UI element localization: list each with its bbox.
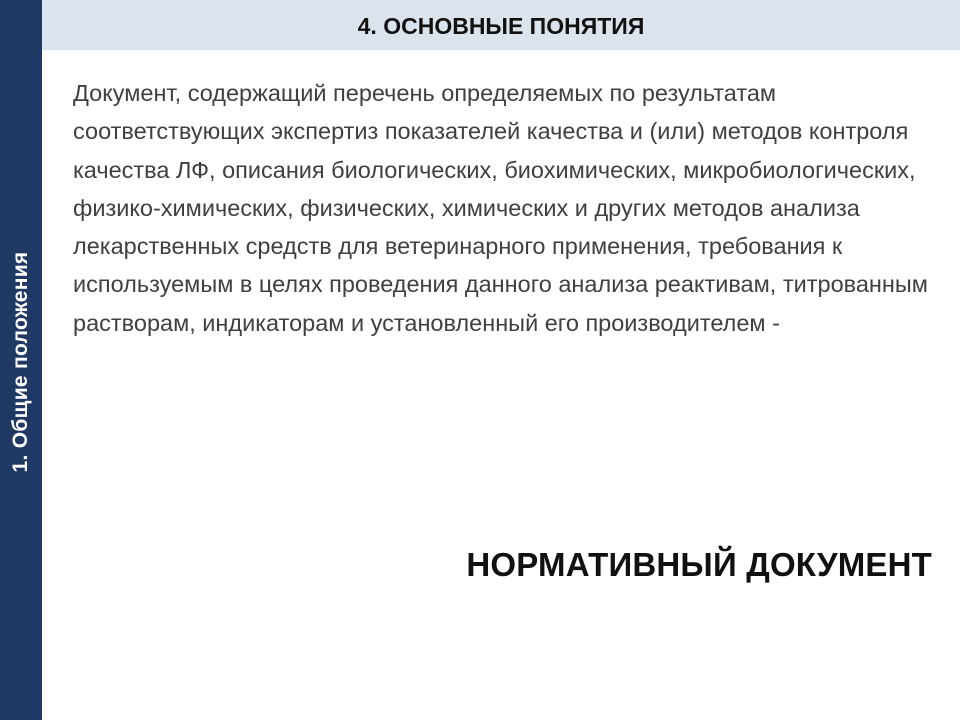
header-bar: [42, 0, 960, 50]
page-title: 4. ОСНОВНЫЕ ПОНЯТИЯ: [357, 13, 645, 39]
definition-text: Документ, содержащий перечень определяемых по результатам соответствующих экспертиз показателей качества и (или) методов контроля качества ЛФ, описания биологических, биохимических, микробиологических, физико-химических, физических, химических и других методов анализа лекарственных средств для ветеринарного применения, требования к используемым в целях проведения данного анализа реактивам, титрованным растворам, индикаторам и установленный его производителем -: [73, 80, 928, 336]
section-label: 1. Общие положения: [9, 251, 32, 473]
sidebar: [0, 0, 42, 720]
defined-term: НОРМАТИВНЫЙ ДОКУМЕНТ: [466, 546, 932, 583]
